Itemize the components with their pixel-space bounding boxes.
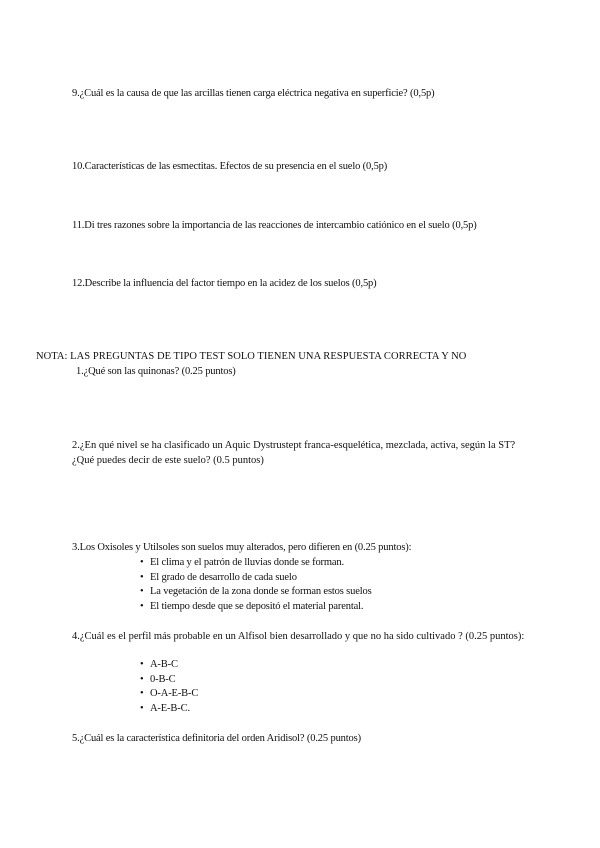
question-3-option: • El tiempo desde que se depositó el material parental. xyxy=(140,600,372,615)
bullet-icon: • xyxy=(140,659,144,670)
bullet-icon: • xyxy=(140,688,144,699)
question-4-option: • O-A-E-B-C xyxy=(140,687,198,702)
test-question-4: 4.¿Cuál es el perfil más probable en un Alfisol bien desarrollado y que no ha sido cultivado ? (0.25 puntos): xyxy=(72,631,525,642)
bullet-icon: • xyxy=(140,557,144,568)
test-question-1: 1.¿Qué son las quinonas? (0.25 puntos) xyxy=(76,366,236,377)
bullet-icon: • xyxy=(140,673,144,685)
question-3-option: • El clima y el patrón de lluvias donde se forman. xyxy=(140,556,372,571)
question-3-options xyxy=(140,556,372,614)
bullet-icon: • xyxy=(140,702,144,714)
question-10: 10.Características de las esmectitas. Efectos de su presencia en el suelo (0,5p) xyxy=(72,161,388,172)
bullet-icon: • xyxy=(140,571,144,583)
question-4-options xyxy=(140,658,198,716)
question-3-option: • La vegetación de la zona donde se forman estos suelos xyxy=(140,585,372,600)
test-question-5: 5.¿Cuál es la característica definitoria del orden Aridisol? (0.25 puntos) xyxy=(72,733,361,744)
note-heading: NOTA: LAS PREGUNTAS DE TIPO TEST SOLO TIENEN UNA RESPUESTA CORRECTA Y NO xyxy=(36,351,467,362)
question-12: 12.Describe la influencia del factor tiempo en la acidez de los suelos (0,5p) xyxy=(72,278,377,289)
question-11: 11.Di tres razones sobre la importancia de las reacciones de intercambio catiónico en el suelo (0,5p) xyxy=(72,220,477,231)
question-9: 9.¿Cuál es la causa de que las arcillas tienen carga eléctrica negativa en superficie? (0,5p) xyxy=(72,88,435,99)
question-4-option: • A-B-C xyxy=(140,658,198,673)
bullet-icon: • xyxy=(140,586,144,597)
test-question-2: 2.¿En qué nivel se ha clasificado un Aquic Dystrustept franca-esquelética, mezclada, activa, según la ST? ¿Qué puedes decir de este suelo? (0.5 puntos) xyxy=(72,440,516,466)
bullet-icon: • xyxy=(140,600,144,612)
question-3-option: • El grado de desarrollo de cada suelo xyxy=(140,571,372,586)
question-4-option: • 0-B-C xyxy=(140,673,198,688)
test-question-3: 3.Los Oxisoles y Utilsoles son suelos muy alterados, pero difieren en (0.25 puntos): xyxy=(72,542,412,553)
question-4-option: • A-E-B-C. xyxy=(140,702,198,717)
